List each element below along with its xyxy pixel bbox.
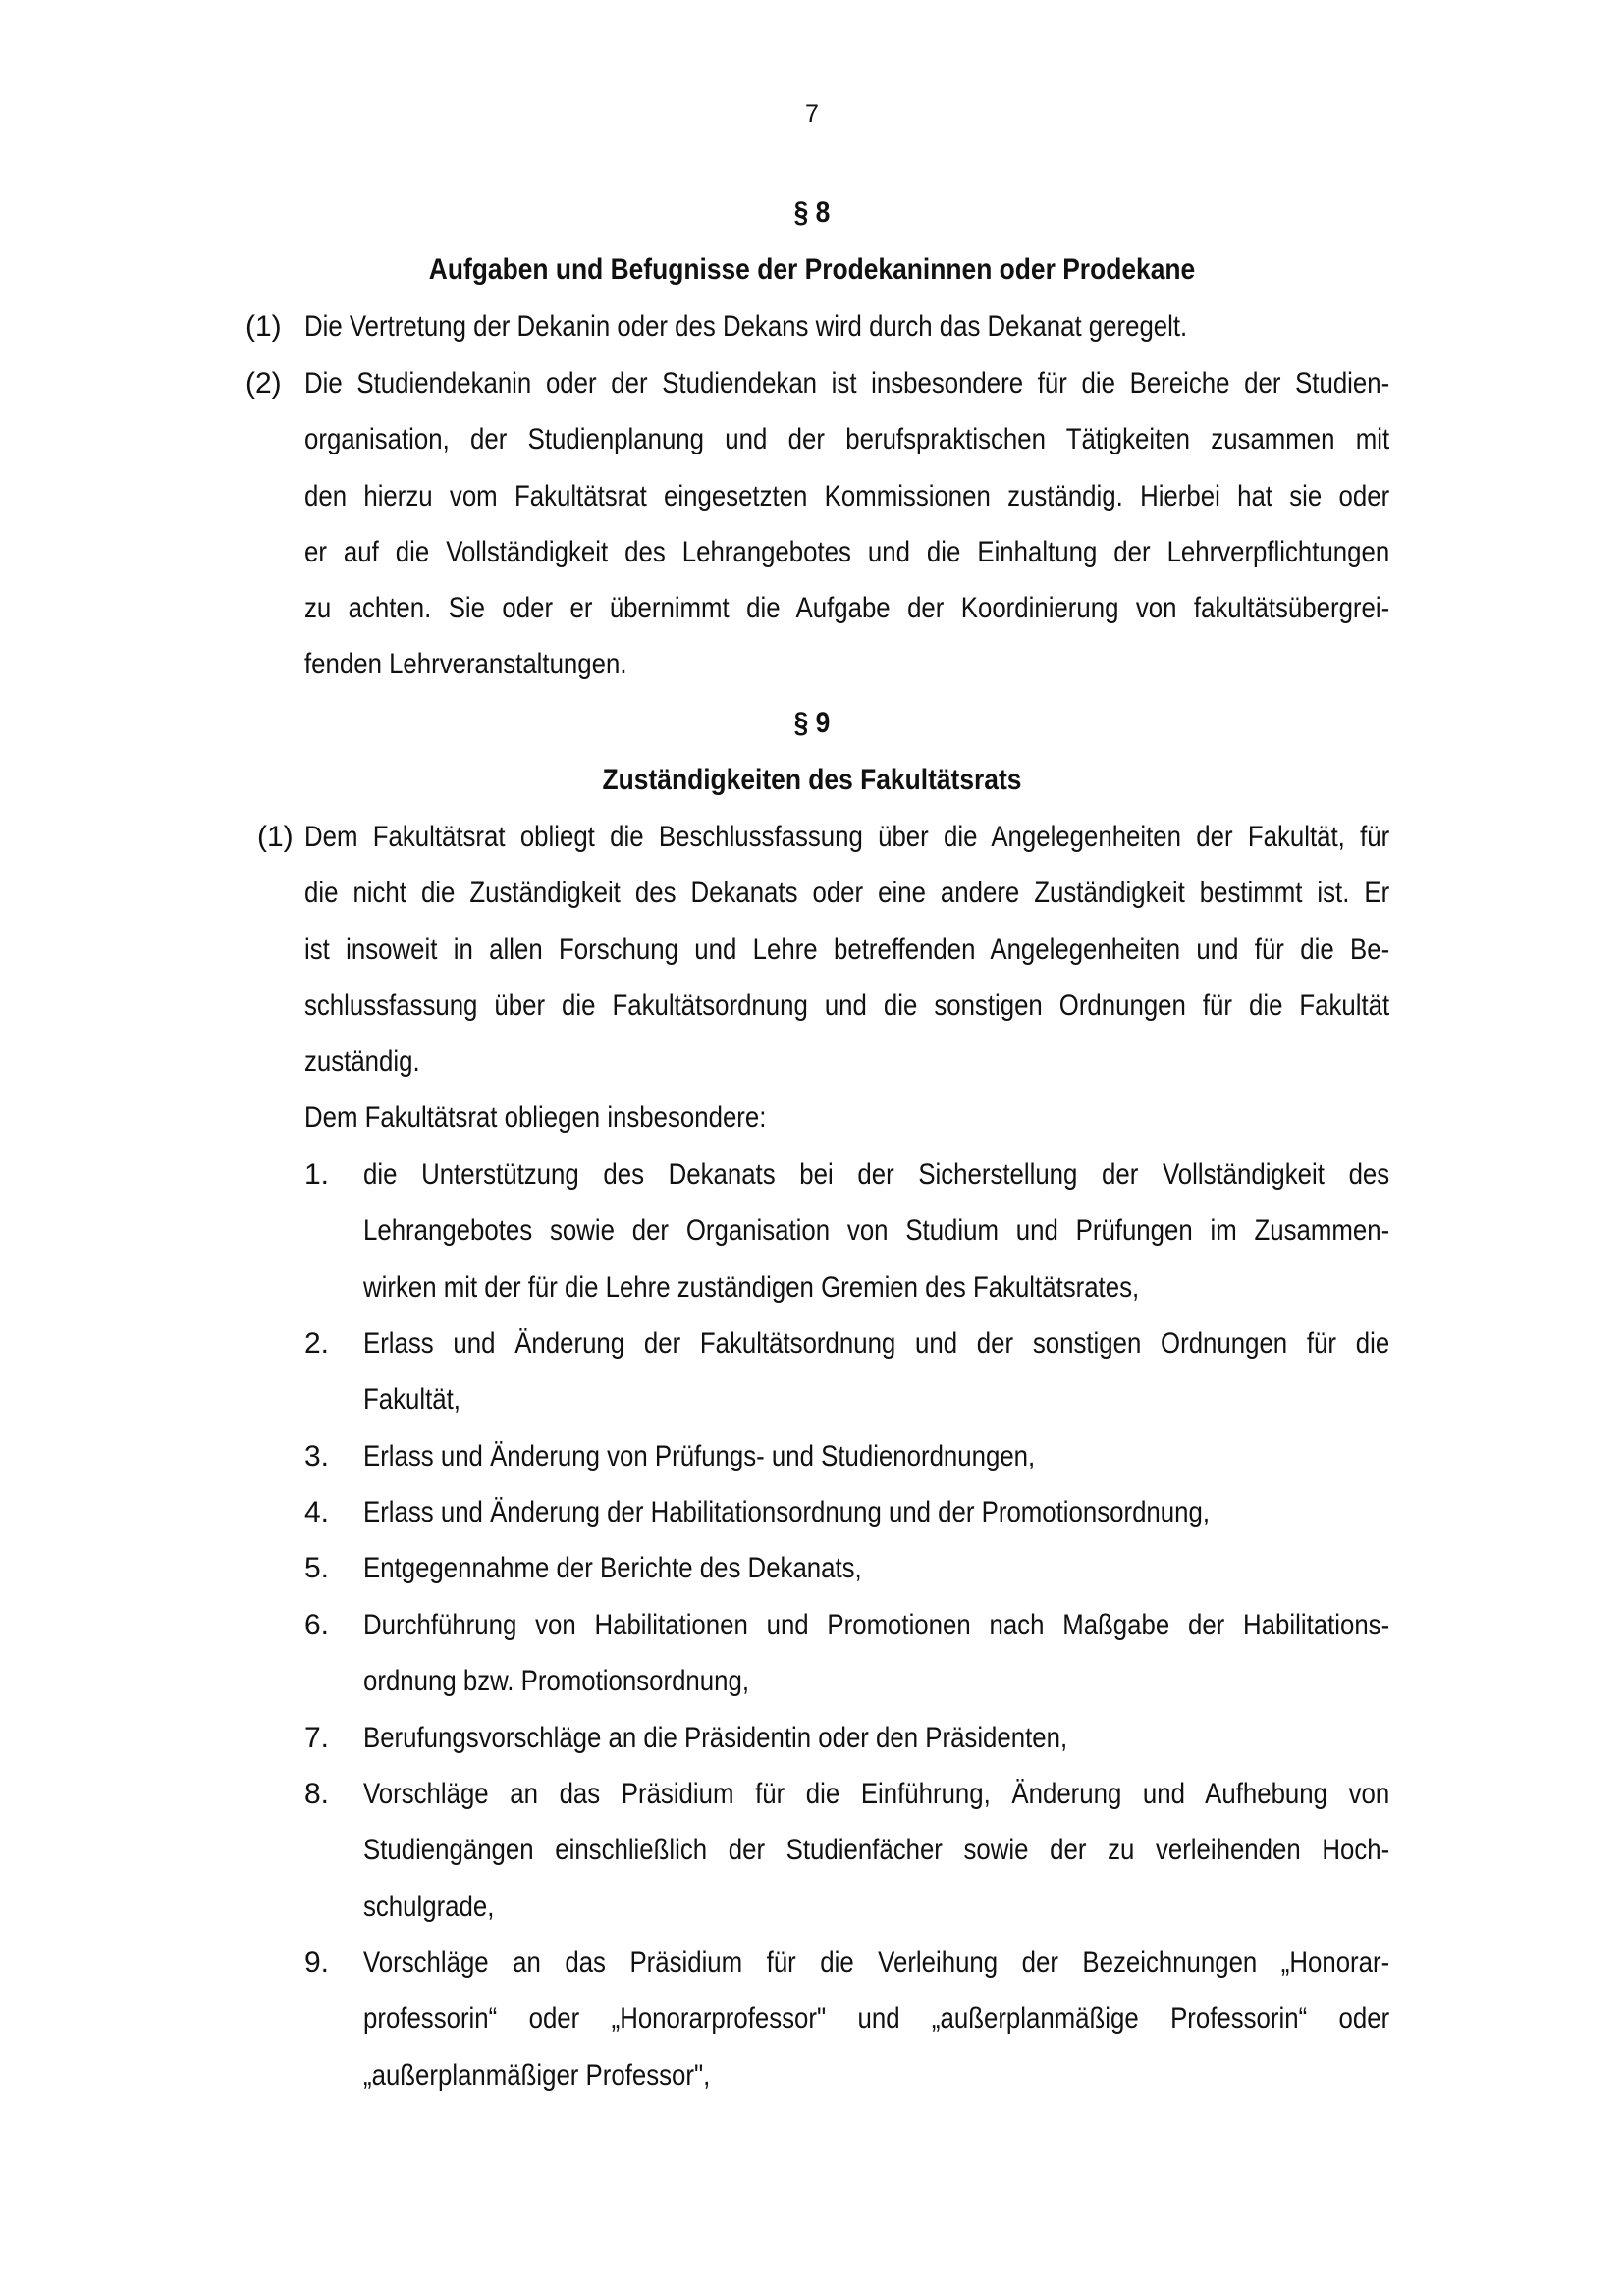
paragraph-number: (1) bbox=[245, 310, 282, 343]
list-item-line: Erlass und Änderung der Habilitationsordnung und der Promotionsordnung, bbox=[363, 1496, 1210, 1528]
list-item-line: Erlass und Änderung der Fakultätsordnung und der sonstigen Ordnungen für die bbox=[363, 1327, 1390, 1360]
paragraph-line: schlussfassung über die Fakultätsordnung und die sonstigen Ordnungen für die Fakultät bbox=[304, 988, 1390, 1022]
list-item-number: 4. bbox=[304, 1496, 330, 1528]
list-item-line: Erlass und Änderung von Prüfungs- und Studienordnungen, bbox=[363, 1440, 1036, 1472]
list-item-line: Lehrangebotes sowie der Organisation von Studium und Prüfungen im Zusammen- bbox=[363, 1214, 1390, 1248]
section-8-symbol: § 8 bbox=[793, 196, 831, 229]
list-item-number: 2. bbox=[304, 1327, 330, 1360]
paragraph-number: (1) bbox=[257, 821, 294, 853]
list-item-number: 5. bbox=[304, 1552, 330, 1584]
list-item-line: professorin“ oder „Honorarprofessor" und „außerplanmäßige Professorin“ oder bbox=[363, 2002, 1390, 2036]
paragraph-number: (2) bbox=[245, 367, 282, 400]
list-item-line: die Unterstützung des Dekanats bei der Sicherstellung der Vollständigkeit des bbox=[363, 1158, 1390, 1191]
list-item-line: „außerplanmäßiger Professor", bbox=[363, 2058, 711, 2092]
list-item-line: Fakultät, bbox=[363, 1383, 460, 1416]
section-9-title: Zuständigkeiten des Fakultätsrats bbox=[602, 764, 1022, 796]
paragraph-line: fenden Lehrveranstaltungen. bbox=[304, 648, 627, 681]
paragraph-intro: Dem Fakultätsrat obliegen insbesondere: bbox=[304, 1101, 767, 1135]
paragraph-line: Dem Fakultätsrat obliegt die Beschlussfassung über die Angelegenheiten der Fakultät, für bbox=[304, 821, 1390, 853]
list-item-line: Berufungsvorschläge an die Präsidentin oder den Präsidenten, bbox=[363, 1722, 1068, 1754]
list-item-line: Entgegennahme der Berichte des Dekanats, bbox=[363, 1552, 862, 1584]
section-8-title: Aufgaben und Befugnisse der Prodekaninnen oder Prodekane bbox=[428, 253, 1196, 286]
list-item-number: 7. bbox=[304, 1722, 330, 1754]
paragraph-line: er auf die Vollständigkeit des Lehrangebotes und die Einhaltung der Lehrverpflichtungen bbox=[304, 535, 1390, 568]
paragraph-line: organisation, der Studienplanung und der berufspraktischen Tätigkeiten zusammen mit bbox=[304, 423, 1390, 456]
list-item-line: Vorschläge an das Präsidium für die Verleihung der Bezeichnungen „Honorar- bbox=[363, 1947, 1390, 1979]
list-item-line: wirken mit der für die Lehre zuständigen Gremien des Fakultätsrates, bbox=[363, 1270, 1140, 1304]
list-item-line: schulgrade, bbox=[363, 1890, 495, 1923]
list-item-line: ordnung bzw. Promotionsordnung, bbox=[363, 1665, 749, 1698]
paragraph-line: zuständig. bbox=[304, 1045, 420, 1079]
paragraph-line: Die Studiendekanin oder der Studiendekan ist insbesondere für die Bereiche der Studien- bbox=[304, 367, 1390, 400]
list-item-number: 8. bbox=[304, 1778, 330, 1810]
list-item-line: Studiengängen einschließlich der Studienfächer sowie der zu verleihenden Hoch- bbox=[363, 1834, 1390, 1867]
page-number: 7 bbox=[805, 100, 819, 128]
paragraph-line: den hierzu vom Fakultätsrat eingesetzten Kommissionen zuständig. Hierbei hat sie oder bbox=[304, 479, 1390, 512]
paragraph-line: ist insoweit in allen Forschung und Lehre betreffenden Angelegenheiten und für die Be- bbox=[304, 933, 1390, 966]
list-item-number: 6. bbox=[304, 1609, 330, 1641]
paragraph-line: zu achten. Sie oder er übernimmt die Aufgabe der Koordinierung von fakultätsübergrei- bbox=[304, 592, 1390, 625]
list-item-number: 1. bbox=[304, 1158, 330, 1191]
list-item-line: Durchführung von Habilitationen und Promotionen nach Maßgabe der Habilitations- bbox=[363, 1609, 1390, 1641]
list-item-line: Vorschläge an das Präsidium für die Einführung, Änderung und Aufhebung von bbox=[363, 1778, 1390, 1810]
paragraph-line: die nicht die Zuständigkeit des Dekanats oder eine andere Zuständigkeit bestimmt ist. Er bbox=[304, 877, 1390, 910]
list-item-number: 3. bbox=[304, 1440, 330, 1472]
paragraph-line: Die Vertretung der Dekanin oder des Dekans wird durch das Dekanat geregelt. bbox=[304, 310, 1188, 343]
section-9-symbol: § 9 bbox=[793, 707, 831, 739]
list-item-number: 9. bbox=[304, 1947, 330, 1979]
